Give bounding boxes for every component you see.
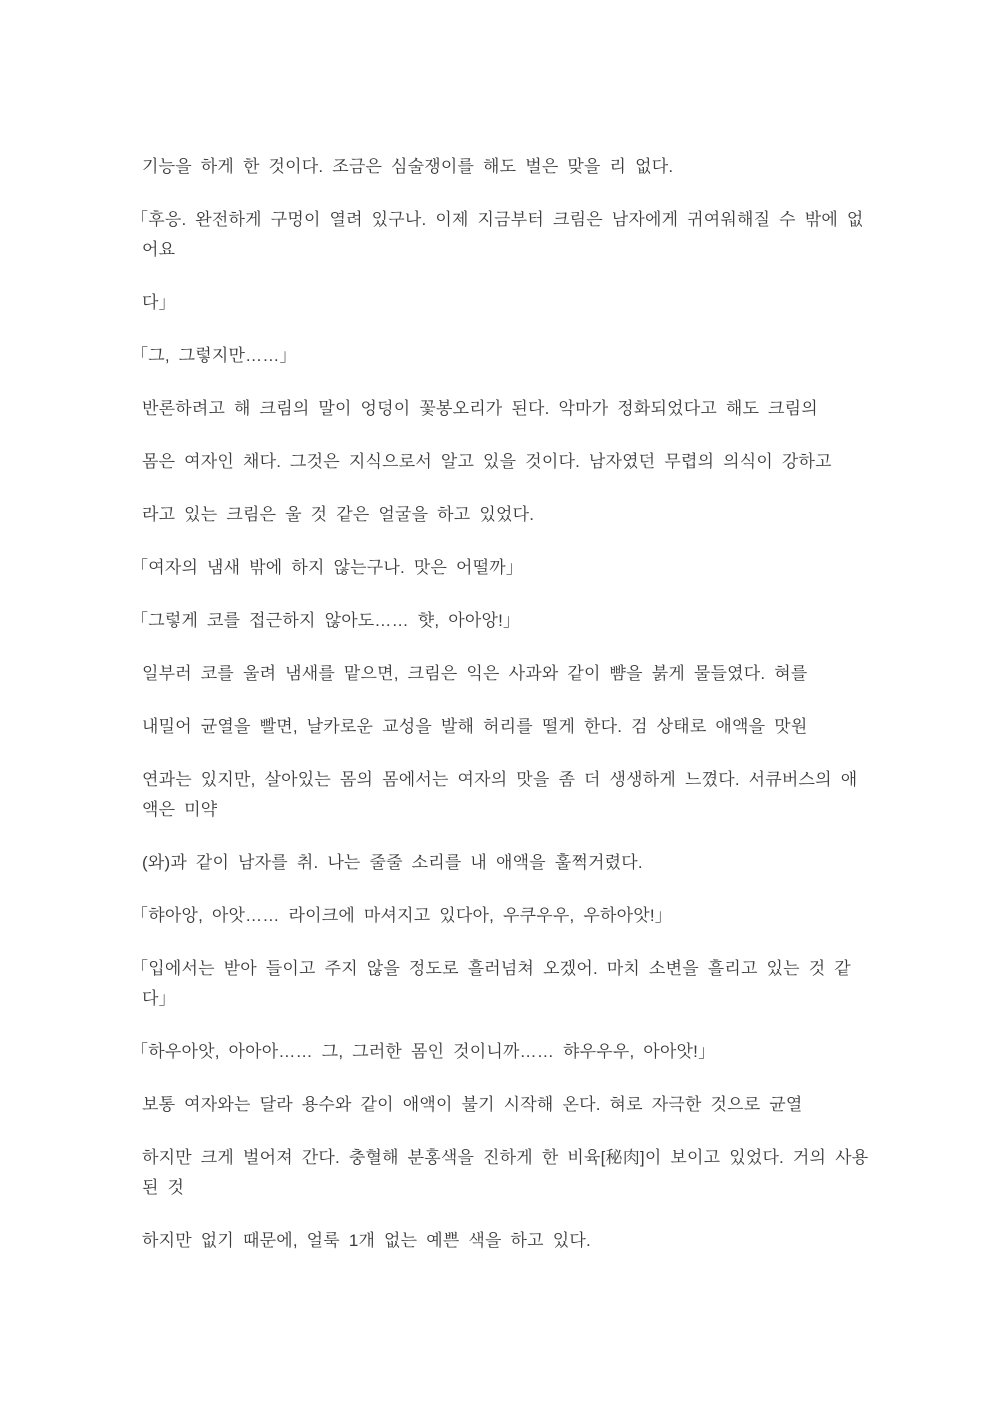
narration-paragraph: [142, 712, 882, 742]
text-line: 「여자의 냄새 밖에 하지 않는구나. 맛은 어떨까」: [131, 558, 524, 577]
text-line: 다」: [142, 293, 176, 312]
text-line: 보통 여자와는 달라 용수와 같이 애액이 불기 시작해 온다. 혀로 자극한 것으로 균열: [142, 1095, 803, 1114]
text-line: 몸은 여자인 채다. 그것은 지식으로서 알고 있을 것이다. 남자였던 무렵의 의식이 강하고: [142, 452, 832, 471]
text-content: [131, 152, 882, 1279]
text-line: 연과는 있지만, 살아있는 몸의 몸에서는 여자의 맛을 좀 더 생생하게 느꼈다. 서큐버스의 애: [142, 770, 858, 789]
text-line: 「햐아앙, 아앗…… 라이크에 마셔지고 있다아, 우쿠우우, 우하아앗!」: [131, 906, 672, 925]
narration-paragraph: [142, 1143, 882, 1203]
dialogue-paragraph: [131, 1037, 882, 1067]
text-line: 하지만 없기 때문에, 얼룩 1개 없는 예쁜 색을 하고 있다.: [142, 1231, 591, 1250]
text-line: 「입에서는 받아 들이고 주지 않을 정도로 흘러넘쳐 오겠어. 마치 소변을 흘리고 있는 것 같: [131, 959, 851, 978]
text-line: 「그, 그렇지만……」: [131, 346, 297, 365]
text-line: 하지만 크게 벌어져 간다. 충혈해 분홍색을 진하게 한 비육[秘肉]이 보이고 있었다. 거의 사용: [142, 1148, 869, 1167]
dialogue-paragraph: [131, 901, 882, 931]
narration-paragraph: [142, 1226, 882, 1256]
dialogue-paragraph: [131, 553, 882, 583]
narration-paragraph: [142, 394, 882, 424]
text-line: 라고 있는 크림은 울 것 같은 얼굴을 하고 있었다.: [142, 505, 535, 524]
narration-paragraph: [142, 500, 882, 530]
text-line: 어요: [142, 240, 176, 259]
narration-paragraph: [142, 152, 882, 182]
text-line: 「후응. 완전하게 구멍이 열려 있구나. 이제 지금부터 크림은 남자에게 귀여워해질 수 밖에 없: [131, 210, 864, 229]
text-line: 반론하려고 해 크림의 말이 엉덩이 꽃봉오리가 된다. 악마가 정화되었다고 해도 크림의: [142, 399, 818, 418]
dialogue-paragraph: [131, 954, 882, 1014]
narration-paragraph: [142, 848, 882, 878]
narration-paragraph: [142, 765, 882, 825]
text-line: (와)과 같이 남자를 취. 나는 줄줄 소리를 내 애액을 훌쩍거렸다.: [142, 853, 643, 872]
dialogue-paragraph: [131, 205, 882, 265]
text-line: 다」: [142, 989, 176, 1008]
dialogue-paragraph: [142, 288, 882, 318]
text-line: 「그렇게 코를 접근하지 않아도…… 햣, 아아앙!」: [131, 611, 521, 630]
text-line: 된 것: [142, 1178, 185, 1197]
text-line: 내밀어 균열을 빨면, 날카로운 교성을 발해 허리를 떨게 한다. 검 상태로 애액을 맛원: [142, 717, 808, 736]
narration-paragraph: [142, 659, 882, 689]
dialogue-paragraph: [131, 341, 882, 371]
text-line: 「하우아앗, 아아아…… 그, 그러한 몸인 것이니까…… 햐우우우, 아아앗!」: [131, 1042, 716, 1061]
dialogue-paragraph: [131, 606, 882, 636]
text-line: 일부러 코를 울려 냄새를 맡으면, 크림은 익은 사과와 같이 뺨을 붉게 물들였다. 혀를: [142, 664, 808, 683]
text-line: 기능을 하게 한 것이다. 조금은 심술쟁이를 해도 벌은 맞을 리 없다.: [142, 157, 674, 176]
text-line: 액은 미약: [142, 800, 218, 819]
narration-paragraph: [142, 1090, 882, 1120]
narration-paragraph: [142, 447, 882, 477]
